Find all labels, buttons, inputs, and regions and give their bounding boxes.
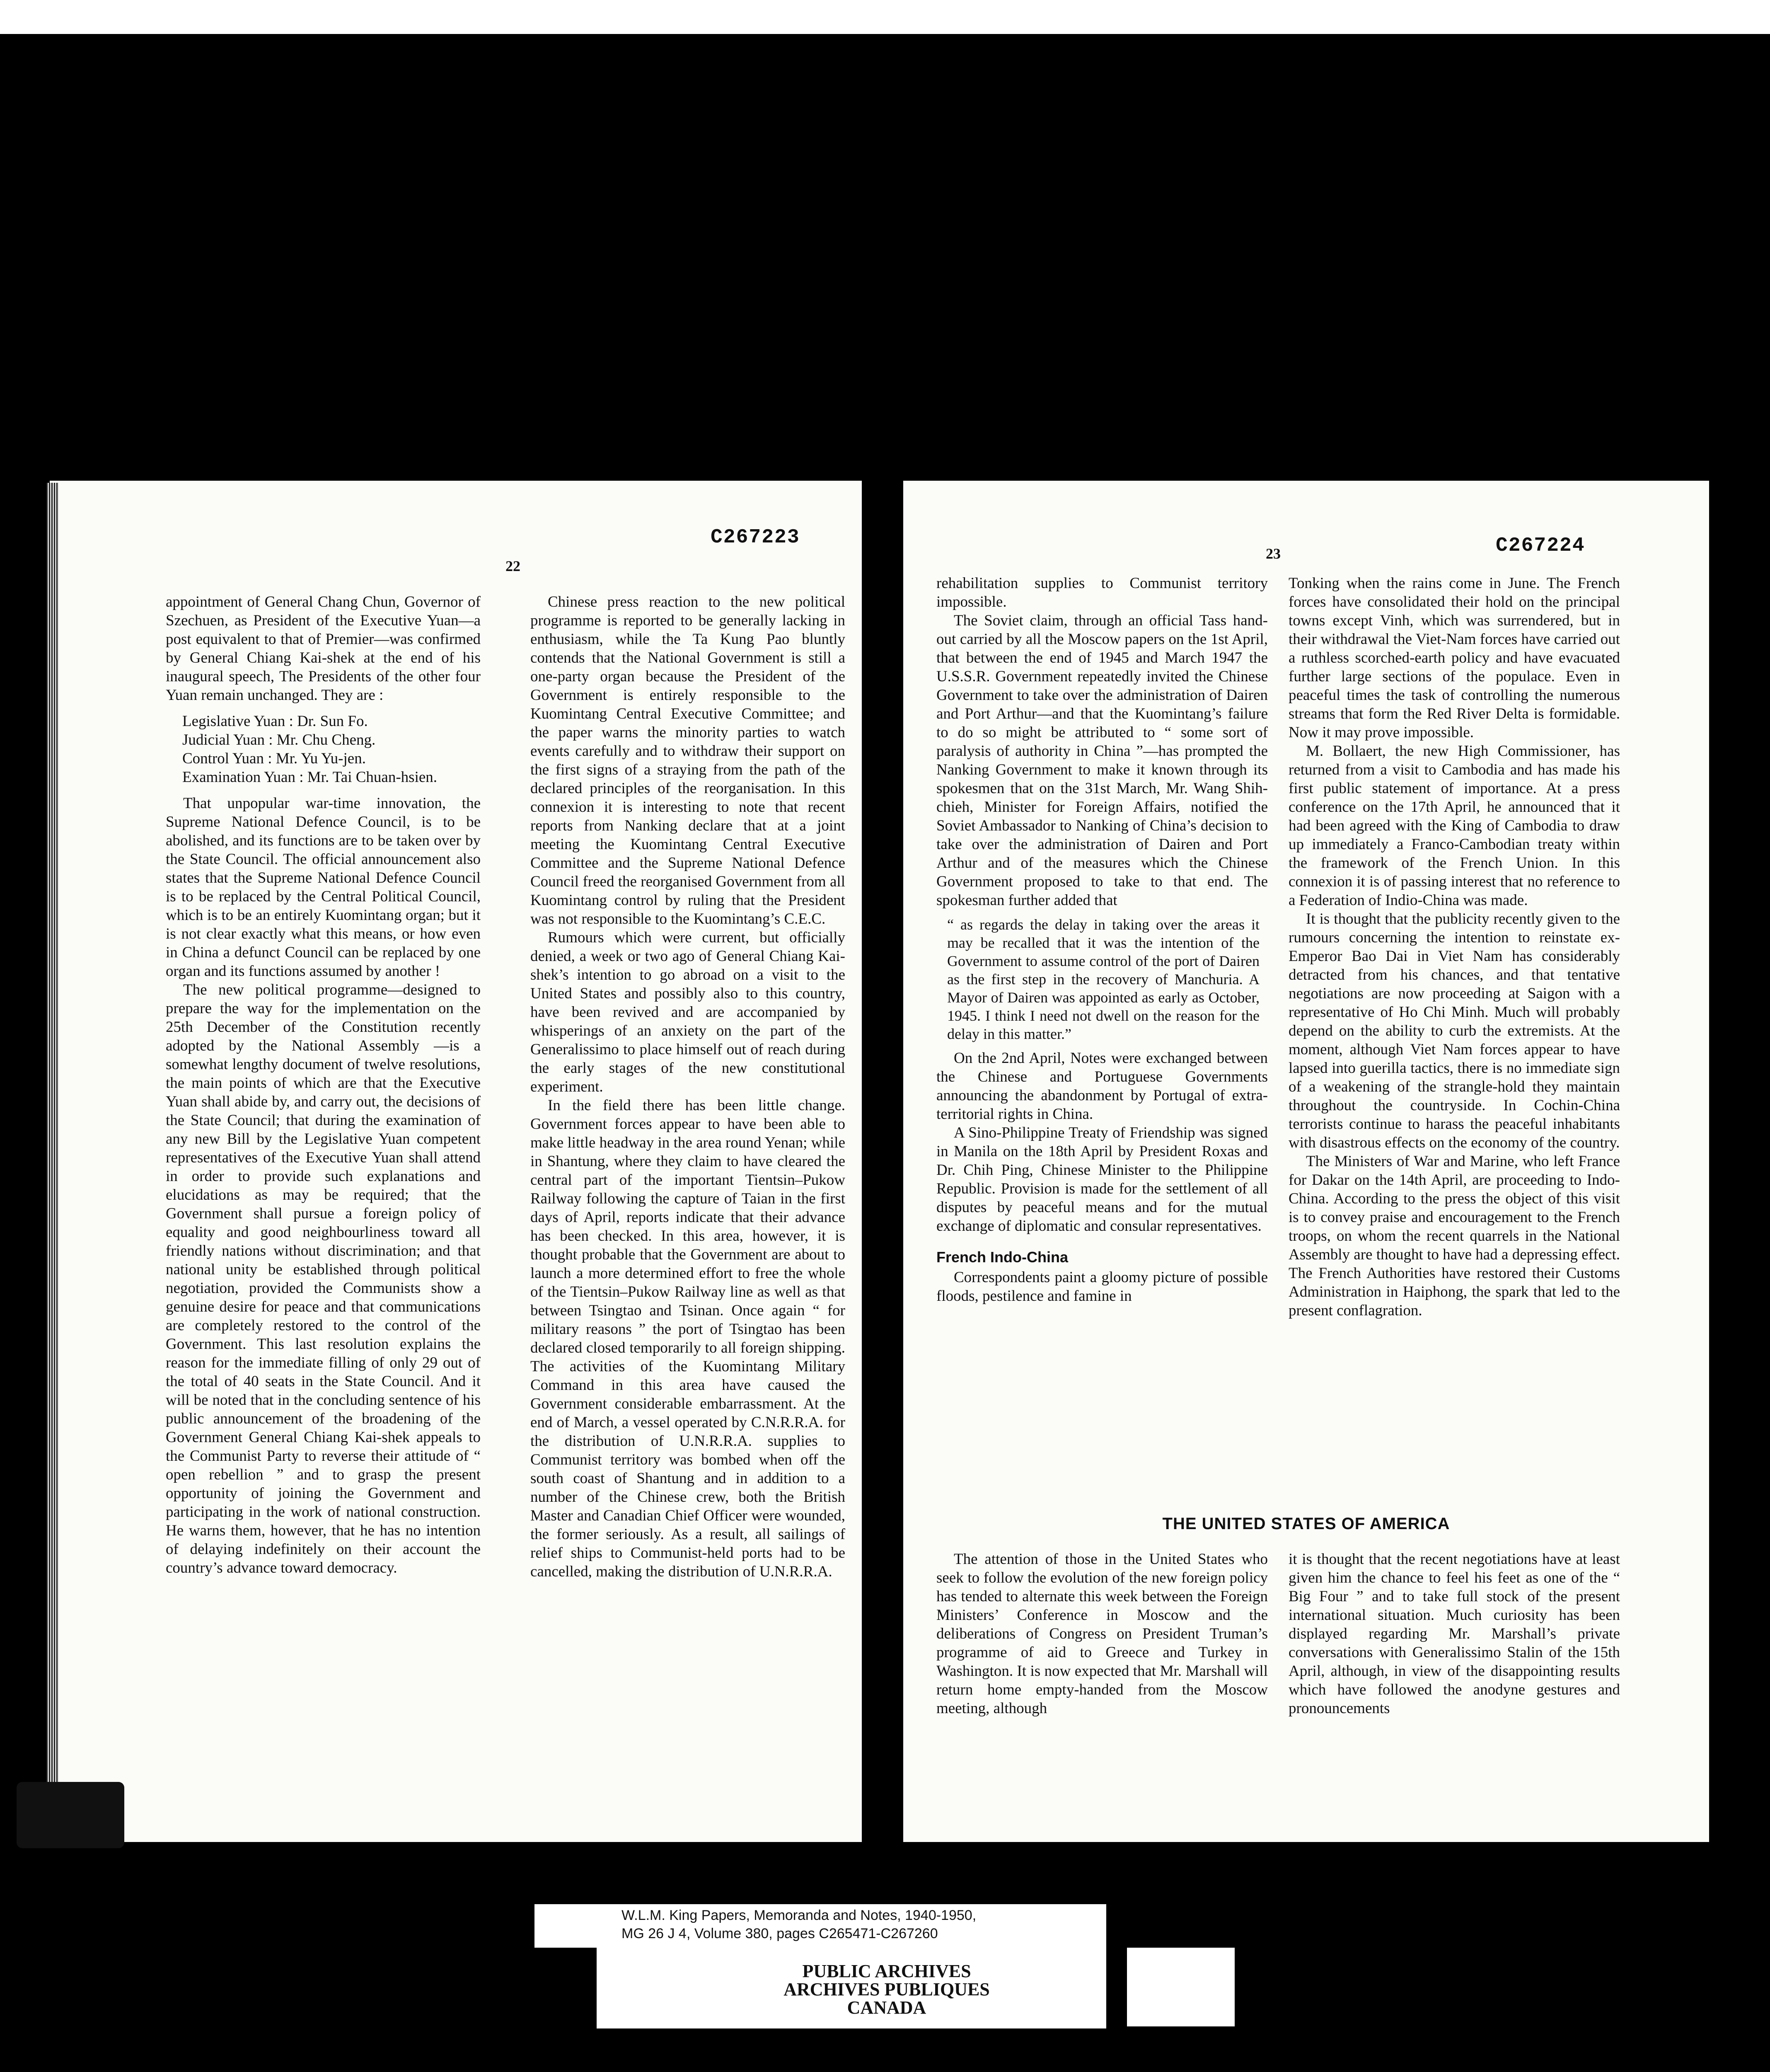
block-quote: “ as regards the delay in taking over the areas it may be recalled that it was the intention of the Government to assume control of the port of Dairen as the first step in the recovery of Manchuria. A Mayor of Dairen was appointed as early as October, 1945. I think I need not dwell on the reason for the delay in this matter.” <box>947 916 1260 1042</box>
archive-reference-line: MG 26 J 4, Volume 380, pages C265471-C267260 <box>621 1926 938 1941</box>
yuan-presidents-list <box>182 712 481 787</box>
right-page <box>903 481 1709 1842</box>
archive-name-en: PUBLIC ARCHIVES <box>802 1961 971 1981</box>
archive-reference-line: W.L.M. King Papers, Memoranda and Notes, 1940-1950, <box>621 1907 977 1923</box>
paragraph: Chinese press reaction to the new political programme is reported to be generally lacking in enthusiasm, while the Ta Kung Pao bluntly contends that the National Government is still a one-party organ because the President of the Government is entirely responsible to the Kuomintang Central Executive Committee; and the paper warns the minority parties to watch events carefully and to withdraw their support on the first signs of a straying from the path of the declared principles of the reorganisation. In this connexion it is interesting to note that recent reports from Nanking declare that at a joint meeting the Kuomintang Central Executive Committee and the Supreme National Defence Council freed the reorganised Government from all Kuomintang control by ruling that the President was not responsible to the Kuomintang’s C.E.C. <box>530 593 845 927</box>
label-notch <box>534 1948 597 2028</box>
page-tab <box>17 1782 124 1848</box>
section-heading: French Indo-China <box>936 1249 1068 1266</box>
page-number-right: 23 <box>1266 545 1281 562</box>
archive-name <box>597 1962 1177 2017</box>
paragraph: A Sino-Philippine Treaty of Friendship was signed in Manila on the 18th April by President Roxas and Dr. Chih Ping, Chinese Minister to the Philippine Republic. Provision is made for the settlement of all disputes by peaceful means and for the mutual exchange of diplomatic and consular representatives. <box>936 1124 1268 1234</box>
list-item: Legislative Yuan : Dr. Sun Fo. <box>182 713 368 730</box>
usa-column-1 <box>936 1550 1268 1718</box>
page-stamp-left: C267223 <box>711 526 800 549</box>
left-column-1 <box>166 593 481 1577</box>
archive-reference <box>621 1906 1119 1943</box>
book-spine <box>46 483 59 1842</box>
paragraph: The Ministers of War and Marine, who left France for Dakar on the 14th April, are proceeding to Indo-China. According to the press the object of this visit is to convey praise and encouragement to the French troops, on whom the recent quarrels in the National Assembly are thought to have had a depressing effect. The French Authorities have restored their Customs Administration in Haiphong, the spark that led to the present conflagration. <box>1289 1153 1620 1319</box>
archive-name-fr: ARCHIVES PUBLIQUES <box>783 1979 990 1999</box>
section-title-usa: THE UNITED STATES OF AMERICA <box>1162 1515 1450 1533</box>
page-stamp-right: C267224 <box>1496 535 1585 557</box>
right-column-1 <box>936 574 1268 1305</box>
list-item: Control Yuan : Mr. Yu Yu-jen. <box>182 750 366 767</box>
paragraph: The Soviet claim, through an official Tass hand-out carried by all the Moscow papers on the 1st April, that between the end of 1945 and March 1947 the U.S.S.R. Government repeatedly invited the Chinese Government to take over the administration of Dairen and Port Arthur—and that the Kuomintang’s failure to do so might be attributed to “ some sort of paralysis of authority in China ”—has prompted the Nanking Government to make it known through its spokesmen that on the 31st March, Mr. Wang Shih-chieh, Minister for Foreign Affairs, notified the Soviet Ambassador to Nanking of China’s decision to take over the administration of Dairen and Port Arthur and of the measures which the Chinese Government proposed to take to that end. The spokesman further added that <box>936 612 1268 909</box>
paragraph: Correspondents paint a gloomy picture of possible floods, pestilence and famine in <box>936 1269 1268 1305</box>
paragraph: it is thought that the recent negotiations have at least given him the chance to feel his feet as one of the “ Big Four ” and to take full stock of the present international situation. Much curiosity has been displayed regarding Mr. Marshall’s private conversations with Generalissimo Stalin of the 15th April, although, in view of the disappointing results which have followed the anodyne gestures and pronouncements <box>1289 1551 1620 1717</box>
paragraph: In the field there has been little change. Government forces appear to have been able to make little headway in the area round Yenan; while in Shantung, where they claim to have cleared the central part of the important Tientsin–Pukow Railway following the capture of Taian in the first days of April, reports indicate that their advance has been checked. In this area, however, it is thought probable that the Government are about to launch a more determined effort to free the whole of the Tientsin–Pukow Railway line as well as that between Tsingtao and Tsinan. Once again “ for military reasons ” the port of Tsingtao has been declared closed temporarily to all foreign shipping. The activities of the Kuomintang Military Command in this area have caused the Government considerable embarrassment. At the end of March, a vessel operated by C.N.R.R.A. for the distribution of U.N.R.R.A. supplies to Communist territory was bombed when off the south coast of Shantung and in addition to a number of the Chinese crew, both the British Master and Canadian Chief Officer were wounded, the former seriously. As a result, all sailings of relief ships to Communist-held ports had to be cancelled, making the distribution of U.N.R.R.A. <box>530 1097 845 1580</box>
paragraph: rehabilitation supplies to Communist territory impossible. <box>936 575 1268 610</box>
usa-column-2 <box>1289 1550 1620 1718</box>
list-item: Examination Yuan : Mr. Tai Chuan-hsien. <box>182 769 438 786</box>
archive-country: CANADA <box>847 1997 926 2018</box>
paragraph: It is thought that the publicity recently given to the rumours concerning the intention to reinstate ex-Emperor Bao Dai in Viet Nam has considerably detracted from his chances, and that tentative negotiations are now proceeding at Saigon with a representative of Ho Chi Minh. Much will probably depend on the ability to curb the extremists. At the moment, although Viet Nam forces appear to have lapsed into guerilla tactics, there is no immediate sign of a weakening of the strangle-hold they maintain throughout the countryside. In Cochin-China terrorists continue to harass the peaceful inhabitants with disastrous effects on the economy of the country. <box>1289 910 1620 1151</box>
paragraph: That unpopular war-time innovation, the Supreme National Defence Council, is to be abolished, and its functions are to be taken over by the State Council. The official announcement also states that the Supreme National Defence Council is to be replaced by the Central Political Council, which is to be an entirely Kuomintang organ; but it is not clear exactly what this means, or how even in China a defunct Council can be replaced by one organ and its functions assumed by another ! <box>166 795 481 980</box>
paragraph: appointment of General Chang Chun, Governor of Szechuen, as President of the Executive Yuan—a post equivalent to that of Premier—was confirmed by General Chiang Kai-shek at the end of his inaugural speech, The Presidents of the other four Yuan remain unchanged. They are : <box>166 593 481 704</box>
top-border <box>0 0 1770 34</box>
paragraph: On the 2nd April, Notes were exchanged between the Chinese and Portuguese Governments announcing the abandonment by Portugal of extra-territorial rights in China. <box>936 1050 1268 1123</box>
paragraph: M. Bollaert, the new High Commissioner, has returned from a visit to Cambodia and has made his first public statement of importance. At a press conference on the 17th April, he announced that it had been agreed with the King of Cambodia to draw up immediately a Franco-Cambodian treaty within the framework of the French Union. In this connexion it is of passing interest that no reference to a Federation of Indio-China was made. <box>1289 743 1620 909</box>
left-column-2 <box>530 593 845 1581</box>
left-page <box>50 481 862 1842</box>
paragraph: The attention of those in the United States who seek to follow the evolution of the new foreign policy has tended to alternate this week between the Foreign Ministers’ Conference in Moscow and the deliberations of Congress on President Truman’s programme of aid to Greece and Turkey in Washington. It is now expected that Mr. Marshall will return home empty-handed from the Moscow meeting, although <box>936 1551 1268 1717</box>
paragraph: Rumours which were current, but officially denied, a week or two ago of General Chiang Kai-shek’s intention to go abroad on a visit to the United States and possibly also to this country, have been revived and are accompanied by whisperings of an anxiety on the part of the Generalissimo to place himself out of reach during the early stages of the new constitutional experiment. <box>530 929 845 1095</box>
right-column-2 <box>1289 574 1620 1320</box>
page-number-left: 22 <box>505 558 520 574</box>
paragraph: The new political programme—designed to prepare the way for the implementation on the 25th December of the Constitution recently adopted by the National Assembly —is a somewhat lengthy document of twelve resolutions, the main points of which are that the Executive Yuan shall abide by, and carry out, the decisions of the State Council; that during the examination of any new Bill by the Legislative Yuan competent representatives of the Executive Yuan shall attend in order to provide such explanations and elucidations as may be required; that the Government shall pursue a foreign policy of equality and good neighbourliness toward all friendly nations without discrimination; and that national unity be established through political negotiation, provided the Communists show a genuine desire for peace and that communications are completely restored to the control of the Government. This last resolution explains the reason for the immediate filling of only 29 out of the total of 40 seats in the State Council. And it will be noted that in the concluding sentence of his public announcement of the broadening of the Government General Chiang Kai-shek appeals to the Communist Party to reverse their attitude of “ open rebellion ” and to grasp the present opportunity of joining the Government and participating in the work of national construction. He warns them, however, that he has no intention of delaying indefinitely on their account the country’s advance toward democracy. <box>166 981 481 1576</box>
list-item: Judicial Yuan : Mr. Chu Cheng. <box>182 731 376 748</box>
paragraph: Tonking when the rains come in June. The French forces have consolidated their hold on the principal towns except Vinh, which was surrendered, but in their withdrawal the Viet-Nam forces have carried out a ruthless scorched-earth policy and have evacuated further large sections of the populace. Even in peaceful times the task of controlling the numerous streams that form the Red River Delta is formidable. Now it may prove impossible. <box>1289 575 1620 741</box>
